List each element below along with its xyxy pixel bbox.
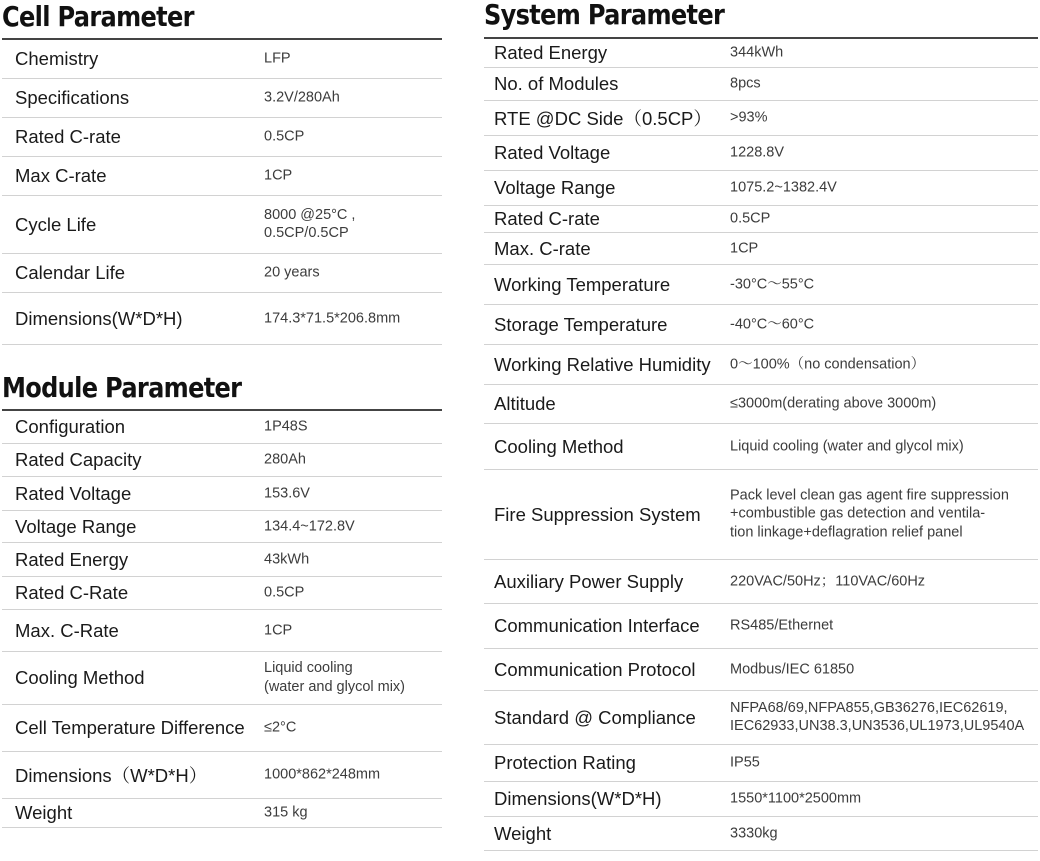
param-label: Working Temperature — [494, 273, 671, 295]
system-param-row — [484, 39, 1038, 68]
system-param-row — [484, 649, 1038, 691]
cell-param-row — [2, 40, 442, 79]
param-value-line: Liquid cooling — [264, 660, 353, 677]
param-label: Rated C-rate — [494, 208, 600, 229]
param-label: Protection Rating — [494, 752, 636, 773]
param-value-line: Liquid cooling (water and glycol mix) — [730, 438, 964, 455]
system-param-row — [484, 424, 1038, 470]
param-label: Voltage Range — [15, 515, 137, 537]
param-value — [730, 239, 758, 258]
param-value — [264, 621, 292, 640]
param-value — [264, 128, 304, 147]
param-value-line: 0～100%（no condensation） — [730, 356, 926, 373]
cell-param-row — [2, 293, 442, 345]
param-value — [730, 355, 925, 374]
param-label: Dimensions(W*D*H) — [15, 307, 183, 329]
param-value — [730, 486, 1009, 543]
system-param-row — [484, 385, 1038, 424]
param-value-line: tion linkage+deflagration relief panel — [730, 524, 963, 541]
param-label: Dimensions(W*D*H) — [494, 788, 662, 809]
param-value — [264, 89, 340, 108]
system-param-row — [484, 782, 1038, 817]
param-value-line: 8000 @25°C , — [264, 206, 356, 223]
param-value-line: 3.2V/280Ah — [264, 89, 340, 106]
param-label: Configuration — [15, 416, 126, 437]
param-label: Chemistry — [15, 48, 99, 69]
param-value-line: IEC62933,UN38.3,UN3536,UL1973,UL9540A — [730, 718, 1025, 735]
param-label: Voltage Range — [494, 177, 616, 198]
param-value-line: >93% — [730, 109, 768, 126]
param-value-line: IP55 — [730, 754, 760, 771]
param-value — [730, 790, 861, 809]
param-value-line: 174.3*71.5*206.8mm — [264, 310, 401, 327]
param-value-line: +combustible gas detection and ventila- — [730, 506, 986, 523]
system-param-row — [484, 265, 1038, 305]
cell-parameter-table — [2, 40, 442, 345]
param-value-line: Pack level clean gas agent fire suppression — [730, 487, 1009, 504]
param-value — [730, 437, 964, 456]
param-label: Cell Temperature Difference — [15, 717, 245, 738]
param-value — [264, 517, 355, 536]
system-param-row — [484, 470, 1038, 560]
param-value — [730, 754, 760, 773]
param-value — [264, 550, 309, 569]
param-value-line: 1CP — [730, 240, 759, 257]
param-value-line: RS485/Ethernet — [730, 617, 834, 634]
param-value-line: Modbus/IEC 61850 — [730, 661, 855, 678]
param-value-line: 1228.8V — [730, 144, 785, 161]
param-label: Cooling Method — [15, 667, 145, 688]
system-parameter-table — [484, 39, 1038, 851]
param-value-line: 20 years — [264, 264, 320, 281]
param-value-line: 1P48S — [264, 418, 308, 435]
param-label: Standard @ Compliance — [494, 706, 696, 728]
param-label: Auxiliary Power Supply — [494, 570, 684, 592]
param-value — [264, 418, 308, 437]
param-value-line: -30°C～55°C — [730, 276, 815, 293]
param-value-line: NFPA68/69,NFPA855,GB36276,IEC62619, — [730, 699, 1008, 716]
module-param-row — [2, 610, 442, 652]
param-label: Rated Capacity — [15, 449, 142, 470]
param-value-line: 1550*1100*2500mm — [730, 790, 862, 807]
system-parameter-title: System Parameter — [484, 0, 725, 31]
param-value-line: 1000*862*248mm — [264, 766, 381, 783]
param-label: Communication Protocol — [494, 658, 696, 680]
param-value — [264, 309, 400, 328]
param-value-line: (water and glycol mix) — [264, 679, 406, 695]
param-label: Rated C-Rate — [15, 582, 129, 603]
param-value — [264, 264, 320, 283]
param-value — [730, 572, 925, 591]
param-value-line: 0.5CP — [730, 210, 771, 227]
module-param-row — [2, 511, 442, 543]
param-label: Communication Interface — [494, 615, 700, 636]
module-param-row — [2, 652, 442, 705]
param-value — [730, 109, 768, 128]
param-value-line: LFP — [264, 50, 291, 67]
module-param-row — [2, 577, 442, 610]
system-param-row — [484, 691, 1038, 745]
param-value — [730, 75, 761, 94]
param-value — [730, 179, 837, 198]
module-param-row — [2, 444, 442, 477]
param-value — [730, 44, 783, 63]
param-value — [730, 824, 778, 843]
param-label: Weight — [15, 802, 73, 823]
module-parameter-title: Module Parameter — [2, 371, 242, 404]
param-label: Dimensions（W*D*H） — [15, 765, 208, 786]
param-label: Rated Voltage — [15, 482, 132, 504]
param-value-line: 220VAC/50Hz；110VAC/60Hz — [730, 573, 926, 590]
param-value-line: 344kWh — [730, 44, 784, 61]
system-param-row — [484, 817, 1038, 851]
system-param-row — [484, 305, 1038, 345]
param-value-line: 0.5CP — [264, 128, 305, 145]
system-param-row — [484, 345, 1038, 385]
param-label: Rated Energy — [494, 42, 608, 63]
param-value — [730, 210, 770, 229]
cell-param-row — [2, 196, 442, 254]
param-value — [730, 617, 833, 636]
param-label: Max C-rate — [15, 165, 107, 186]
system-param-row — [484, 560, 1038, 604]
param-value — [730, 144, 784, 163]
param-label: Working Relative Humidity — [494, 353, 711, 375]
param-value — [730, 315, 814, 334]
system-param-row — [484, 604, 1038, 649]
param-label: Max. C-rate — [494, 237, 591, 259]
param-value — [264, 719, 296, 738]
param-value-line: 0.5CP — [264, 584, 305, 601]
module-param-row — [2, 705, 442, 752]
cell-param-row — [2, 254, 442, 293]
param-value-line: 1075.2~1382.4V — [730, 179, 837, 196]
param-value-line: ≤2°C — [264, 719, 297, 736]
system-param-row — [484, 136, 1038, 171]
param-label: Cycle Life — [15, 213, 97, 235]
system-param-row — [484, 101, 1038, 136]
system-param-row — [484, 233, 1038, 265]
module-param-row — [2, 799, 442, 828]
param-value — [264, 167, 292, 186]
system-param-row — [484, 68, 1038, 101]
param-label: Calendar Life — [15, 262, 126, 283]
param-value-line: ≤3000m(derating above 3000m) — [730, 395, 937, 412]
param-label: Rated C-rate — [15, 126, 121, 147]
param-label: Fire Suppression System — [494, 503, 701, 525]
module-param-row — [2, 411, 442, 444]
param-value-line: 8pcs — [730, 75, 761, 92]
param-value-line: 315 kg — [264, 804, 308, 821]
system-param-row — [484, 206, 1038, 233]
param-value — [730, 275, 814, 294]
param-label: Cooling Method — [494, 435, 624, 457]
module-param-row — [2, 543, 442, 577]
param-label: No. of Modules — [494, 73, 619, 94]
param-value — [264, 659, 405, 697]
param-value-line: 3330kg — [730, 825, 778, 842]
cell-param-row — [2, 157, 442, 196]
param-value-line: 280Ah — [264, 451, 306, 468]
cell-parameter-title: Cell Parameter — [2, 0, 194, 33]
param-label: Specifications — [15, 87, 130, 108]
param-value — [264, 804, 308, 823]
param-label: Rated Voltage — [494, 142, 611, 163]
param-value-line: 0.5CP/0.5CP — [264, 225, 349, 242]
param-value-line: 1CP — [264, 167, 293, 184]
param-label: Weight — [494, 822, 552, 844]
param-value — [264, 766, 380, 785]
param-value-line: 134.4~172.8V — [264, 518, 355, 535]
param-value — [264, 484, 310, 503]
cell-param-row — [2, 79, 442, 118]
param-value-line: 43kWh — [264, 551, 310, 568]
module-param-row — [2, 477, 442, 511]
param-label: Storage Temperature — [494, 313, 668, 335]
param-value — [730, 395, 936, 414]
param-value-line: 153.6V — [264, 485, 310, 502]
param-value — [730, 699, 1024, 737]
param-value — [264, 206, 355, 244]
param-label: Altitude — [494, 393, 556, 414]
param-label: RTE @DC Side（0.5CP） — [494, 108, 712, 129]
cell-param-row — [2, 118, 442, 157]
param-value-line: 1CP — [264, 622, 293, 639]
module-param-row — [2, 752, 442, 799]
param-value — [264, 584, 304, 603]
param-value — [264, 451, 306, 470]
param-label: Max. C-Rate — [15, 619, 119, 641]
system-param-row — [484, 171, 1038, 206]
param-value — [730, 660, 854, 679]
param-value-line: -40°C～60°C — [730, 316, 815, 333]
module-parameter-table — [2, 411, 442, 828]
system-param-row — [484, 745, 1038, 782]
param-value — [264, 50, 291, 69]
param-label: Rated Energy — [15, 548, 129, 570]
